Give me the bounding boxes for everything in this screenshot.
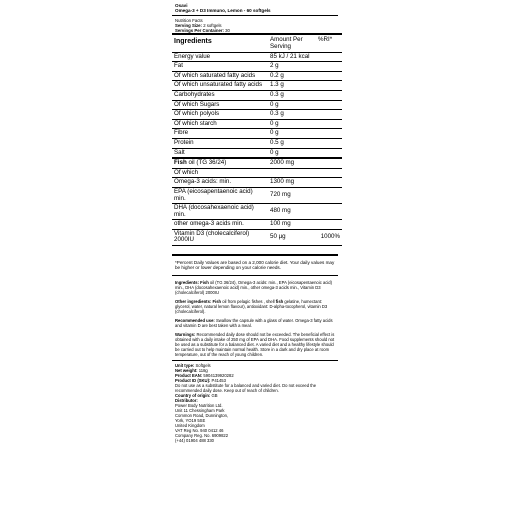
- col-ri: %RI*: [316, 34, 342, 52]
- distributor-line: Common Road, Dunnington,: [175, 412, 229, 418]
- col-amount: Amount Per Serving: [268, 34, 316, 52]
- table-row: other omega-3 acids min. 100 mg: [172, 220, 342, 230]
- table-row: Protein 0.5 g: [172, 138, 342, 148]
- table-row: Of which Sugars 0 g: [172, 100, 342, 110]
- unit-type: Unit type: Softgels: [175, 362, 211, 368]
- product-sku: Product ID (SKU): P41453: [175, 377, 226, 383]
- distributor-line: VAT Reg No. 940 0412 46: [175, 427, 224, 433]
- table-row-fish-oil: Fish oil (TG 36/24) 2000 mg: [172, 158, 342, 168]
- distributor-line: (+44) 01904 488 330: [175, 437, 215, 443]
- table-row-empty: [172, 246, 342, 255]
- product-info-section: [172, 361, 338, 445]
- distributor-label: Distributor:: [175, 397, 198, 403]
- distributor-line: United Kingdom: [175, 422, 205, 428]
- product-name: Omega-3 + D3 Immuno, Lemon - 60 softgels: [175, 8, 271, 14]
- brand-name: Osavi: [175, 3, 188, 8]
- distributor-line: Power Body Nutrition Ltd.: [175, 402, 223, 408]
- supplement-label: [172, 3, 338, 445]
- nutrition-facts-block: [172, 16, 338, 34]
- product-ean: Product EAN: 5904139920282: [175, 372, 234, 378]
- table-row: DHA (docosahexaenoic acid) min. 480 mg: [172, 204, 342, 220]
- table-header-row: [172, 34, 342, 52]
- servings-per-container: Servings Per Container: 30: [175, 28, 230, 34]
- serving-size: Serving Size: 2 softgels: [175, 23, 222, 29]
- other-ingredients-text: Other ingredients: Fish oil from pelagic fishes , shell fish gelatine, humectant: glycerol, water, natural lemon flavour), antioxidant: D-alpha-tocopherol, vitamin D3 (cholecalciferol).: [175, 298, 328, 314]
- table-row: Carbohydrates 0.3 g: [172, 90, 342, 100]
- table-row: Fibre 0 g: [172, 129, 342, 139]
- distributor-line: Unit 11 Chessingham Park: [175, 407, 225, 413]
- col-ingredients: Ingredients: [172, 34, 268, 52]
- table-row: Energy value 85 kJ / 21 kcal: [172, 52, 342, 62]
- distributor-line: Company Reg. No. 6909822: [175, 432, 229, 438]
- daily-value-footnote: *Percent Daily Values are based on a 2,000 calorie diet. Your daily values may be higher or lower depending on your calorie needs.: [172, 254, 338, 276]
- table-row: Of which saturated fatty acids 0.2 g: [172, 71, 342, 81]
- warnings-text: Warnings: Recommended daily dose should not be exceeded. The beneficial effect is obtained with a daily intake of 250 mg of EPA and DHA. Food supplements should not be used as a substitute for a balanced diet. A varied diet and a healthy lifestyle should be carried out to help maintain normal health. Store in a dark and dry place at room temperature, out of the reach of young children.: [175, 331, 335, 357]
- table-row: Of which unsaturated fatty acids 1.3 g: [172, 81, 342, 91]
- nutrition-table: [172, 33, 342, 254]
- distributor-line: York, YO19 5SE: [175, 417, 206, 423]
- recommended-use-text: Recommended use: Swallow the capsule with a glass of water. Omega-3 fatty acids and vitamin D are best taken with a meal.: [175, 317, 333, 328]
- table-row: Salt 0 g: [172, 148, 342, 158]
- nutrition-facts-title: Nutrition Facts: [175, 17, 203, 23]
- table-row: Vitamin D3 (cholecalciferol) 2000IU 50 µg 1000%: [172, 229, 342, 245]
- table-row: Fat 2 g: [172, 62, 342, 72]
- table-row: Of which: [172, 168, 342, 178]
- ingredients-section: [172, 276, 338, 361]
- table-row: Omega-3 acids: min. 1300 mg: [172, 178, 342, 188]
- table-row: EPA (eicosapentaenoic acid) min. 720 mg: [172, 187, 342, 203]
- table-row: Of which starch 0 g: [172, 119, 342, 129]
- net-weight: Net weight: 118g: [175, 367, 208, 373]
- country-of-origin: Country of origin: GB: [175, 392, 218, 398]
- usage-note: Do not use as a substitute for a balanced and varied diet. Do not exceed the recommended daily dose. Keep out of reach of children.: [175, 382, 317, 393]
- table-row: Of which polyols 0.3 g: [172, 110, 342, 120]
- ingredients-text: Ingredients: Fish oil (TG 36/24), Omega-3 acids: min., EPA (eicosapentaenoic acid) min., DHA (docosahexaenoic acid) min., other omega-3 acids min., Vitamin D3 (cholecalciferol) 2000IU: [175, 279, 333, 295]
- label-header: [172, 3, 338, 16]
